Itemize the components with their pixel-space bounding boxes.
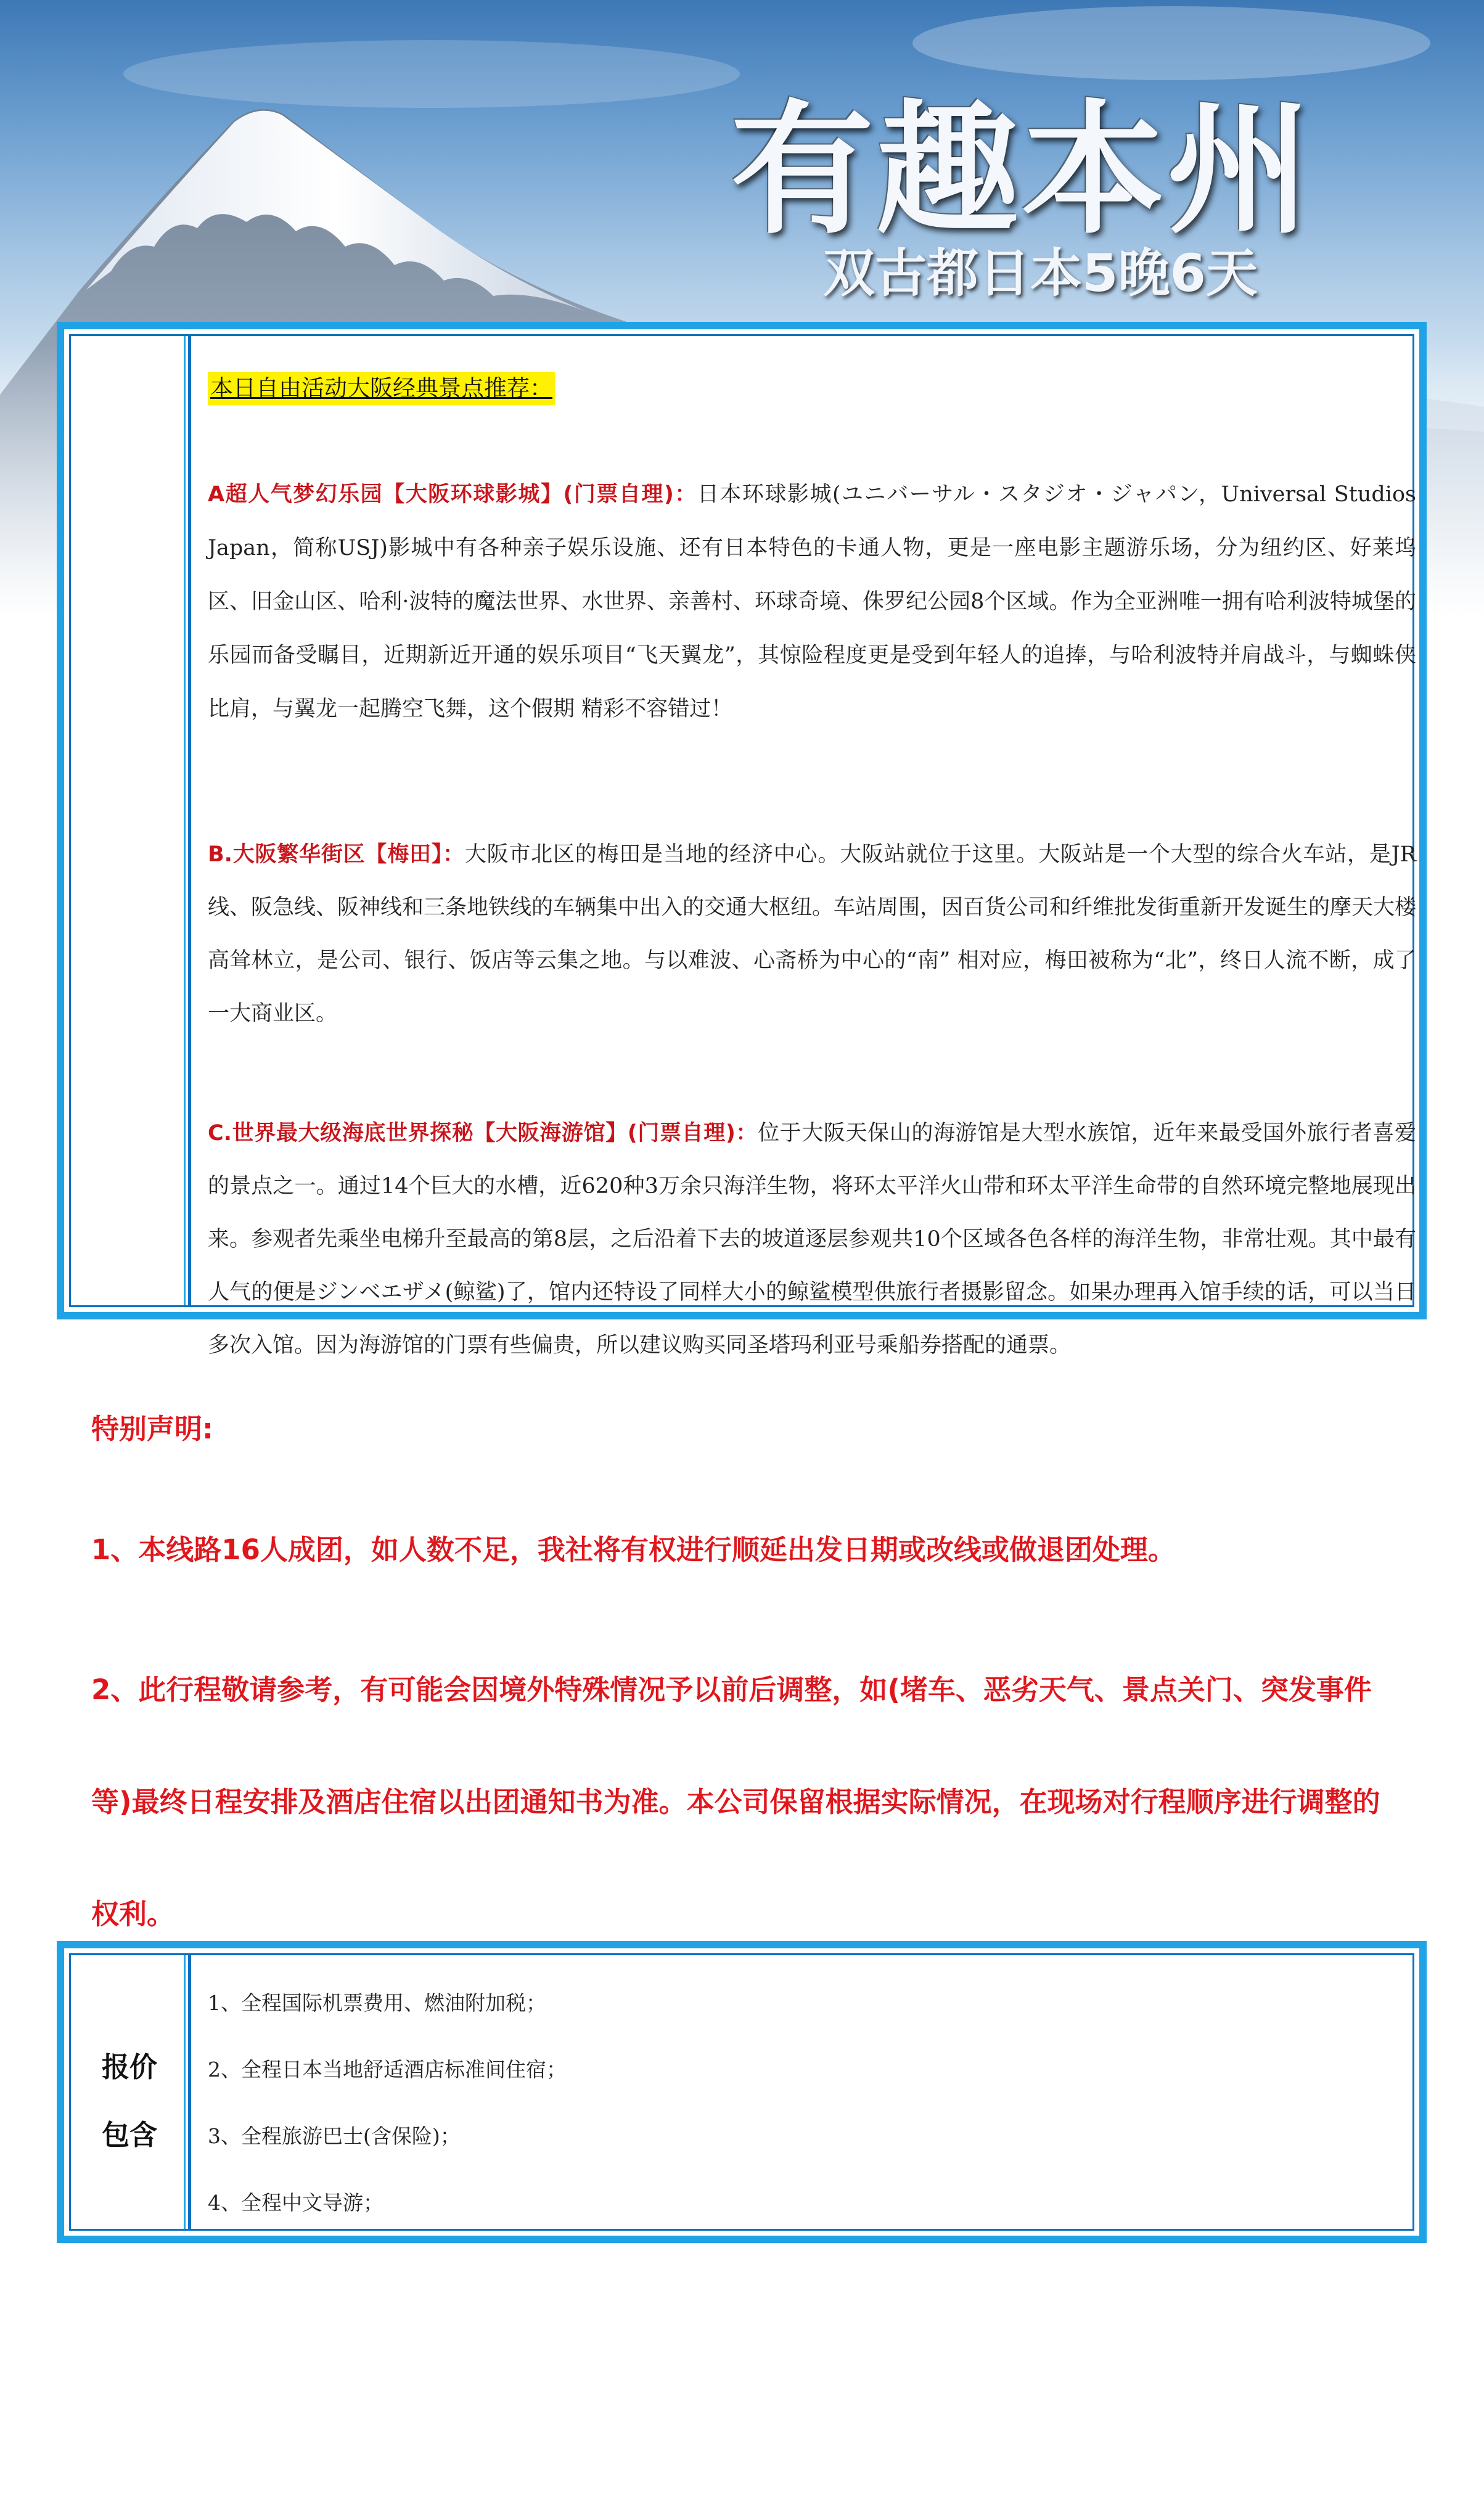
page-subtitle: 双古都日本5晚6天: [823, 243, 1258, 303]
recommendation-heading: 本日自由活动大阪经典景点推荐：: [208, 372, 555, 405]
attraction-usj-text: 日本环球影城(ユニバーサル・スタジオ・ジャパン，Universal Studios Japan，简称USJ)影城中有各种亲子娱乐设施、还有日本特色的卡通人物，更是一座电影主题游乐场，分为纽约区、好莱坞区、旧金山区、哈利·波特的魔法世界、水世界、亲善村、环球奇境、侏罗纪公园8个区域。作为全亚洲唯一拥有哈利波特城堡的乐园而备受瞩目，近期新近开通的娱乐项目“飞天翼龙”，其惊险程度更是受到年轻人的追捧，与哈利波特并肩战斗，与蜘蛛侠比肩，与翼龙一起腾空飞舞，这个假期 精彩不容错过！: [208, 482, 1416, 721]
price-label-line2: 包含: [101, 2118, 157, 2151]
price-includes-box: [57, 1941, 1427, 2243]
recommendation-inner-frame: [69, 334, 1417, 1358]
price-inner-frame: [69, 1953, 1414, 2231]
recommendation-box: [57, 322, 1427, 1358]
notice-item-1: 1、本线路16人成团，如人数不足，我社将有权进行顺延出发日期或改线或做退团处理。: [91, 1533, 1176, 1566]
price-item: 1、全程国际机票费用、燃油附加税；: [208, 1991, 546, 2015]
attraction-usj-label: A超人气梦幻乐园【大阪环球影城】(门票自理)：: [208, 482, 697, 507]
notice-item-2: 2、此行程敬请参考，有可能会因境外特殊情况予以前后调整，如(堵车、恶劣天气、景点关门、突发事件等)最终日程安排及酒店住宿以出团通知书为准。本公司保留根据实际情况，在现场对行程顺序进行调整的权利。: [91, 1673, 1380, 1930]
recommendation-content: [208, 353, 1417, 1358]
attraction-aquarium: [208, 1107, 1416, 1372]
price-item: 3、全程旅游巴士(含保险)；: [208, 2124, 461, 2148]
recommendation-left-column: [71, 336, 191, 1305]
attraction-usj: [208, 468, 1416, 736]
price-item: 2、全程日本当地舒适酒店标准间住宿；: [208, 2057, 567, 2082]
page-title: 有趣本州: [731, 85, 1313, 253]
attraction-umeda-text: 大阪市北区的梅田是当地的经济中心。大阪站就位于这里。大阪站是一个大型的综合火车站，是JR 线、阪急线、阪神线和三条地铁线的车辆集中出入的交通大枢纽。车站周围，因百货公司和纤维批发街重新开发诞生的摩天大楼高耸林立，是公司、银行、饭店等云集之地。与以难波、心斋桥为中心的“南” 相对应，梅田被称为“北”，终日人流不断，成了一大商业区。: [208, 842, 1417, 1026]
attraction-umeda: [208, 828, 1416, 1040]
notice-title: 特别声明:: [91, 1413, 213, 1445]
price-label-line1: 报价: [101, 2051, 157, 2083]
attraction-umeda-label: B.大阪繁华街区【梅田】：: [208, 842, 465, 867]
attraction-aquarium-text: 位于大阪天保山的海游馆是大型水族馆，近年来最受国外旅行者喜爱的景点之一。通过14个巨大的水槽，近620种3万余只海洋生物，将环太平洋火山带和环太平洋生命带的自然环境完整地展现出来。参观者先乘坐电梯升至最高的第8层，之后沿着下去的坡道逐层参观共10个区域各色各样的海洋生物，非常壮观。其中最有人气的便是ジンベエザメ(鲸鲨)了，馆内还特设了同样大小的鲸鲨模型供旅行者摄影留念。如果办理再入馆手续的话，可以当日多次入馆。因为海游馆的门票有些偏贵，所以建议购买同圣塔玛利亚号乘船券搭配的通票。: [208, 1121, 1416, 1358]
price-label-column: [71, 1955, 191, 2229]
price-item: 4、全程中文导游；: [208, 2191, 383, 2215]
attraction-aquarium-label: C.世界最大级海底世界探秘【大阪海游馆】(门票自理)：: [208, 1121, 758, 1146]
